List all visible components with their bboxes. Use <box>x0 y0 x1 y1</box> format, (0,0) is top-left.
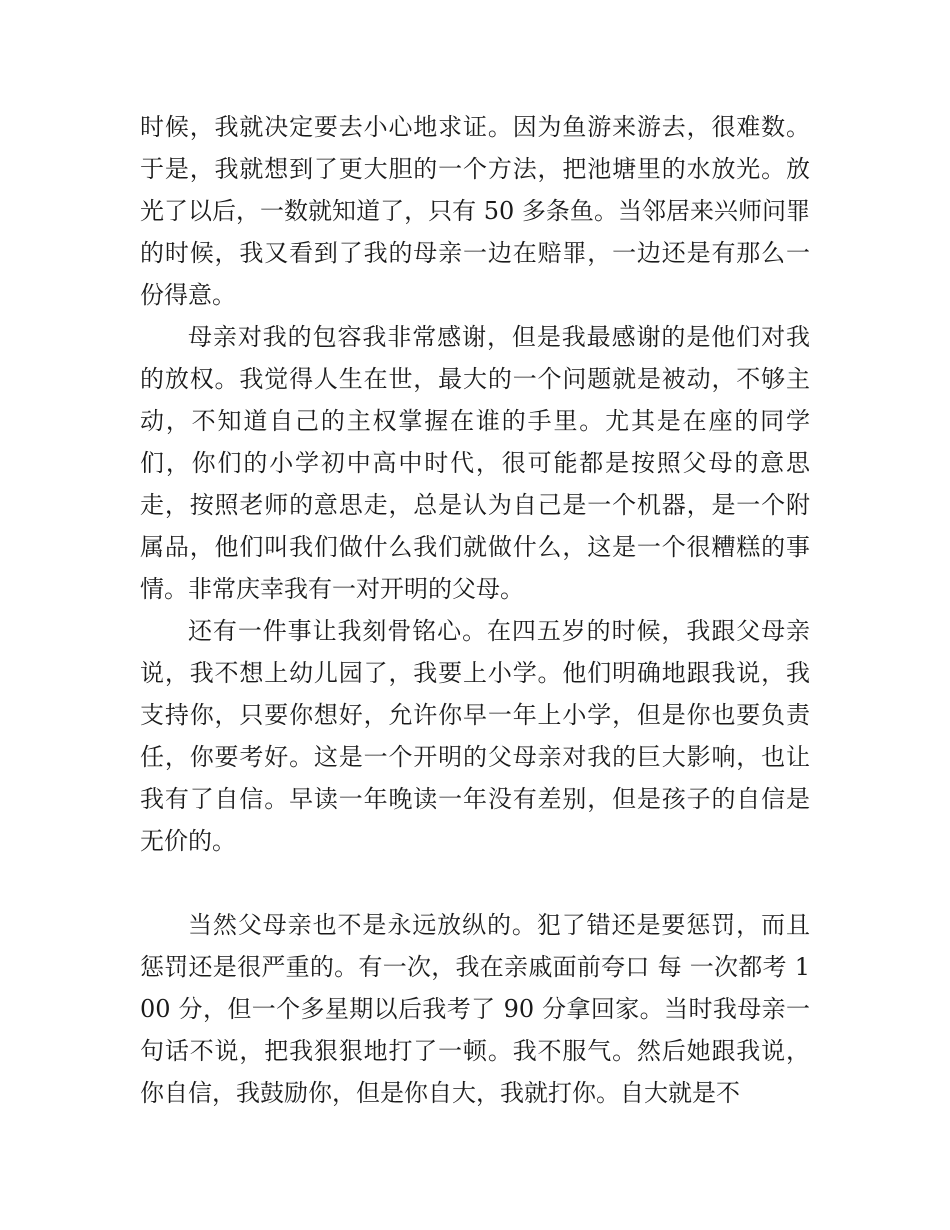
paragraph-2: 母亲对我的包容我非常感谢，但是我最感谢的是他们对我的放权。我觉得人生在世，最大的一个问题就是被动，不够主动，不知道自己的主权掌握在谁的手里。尤其是在座的同学们，你们的小学初中高中时代，很可能都是按照父母的意思走，按照老师的意思走，总是认为自己是一个机器，是一个附属品，他们叫我们做什么我们就做什么，这是一个很糟糕的事情。非常庆幸我有一对开明的父母。 <box>140 323 810 603</box>
paragraph-1: 时候，我就决定要去小心地求证。因为鱼游来游去，很难数。于是，我就想到了更大胆的一个方法，把池塘里的水放光。放光了以后，一数就知道了，只有 50 多条鱼。当邻居来兴师问罪的时候，我又看到了我的母亲一边在赔罪，一边还是有那么一份得意。 <box>140 113 810 309</box>
paragraph-4: 当然父母亲也不是永远放纵的。犯了错还是要惩罚，而且惩罚还是很严重的。有一次，我在亲戚面前夸口 每 一次都考 100 分，但一个多星期以后我考了 90 分拿回家。当时我母亲一句话不说，把我狠狠地打了一顿。我不服气。然后她跟我说，你自信，我鼓励你，但是你自大，我就打你。自大就是不 <box>140 911 810 1107</box>
paragraph-gap <box>140 862 810 904</box>
paragraph-3: 还有一件事让我刻骨铭心。在四五岁的时候，我跟父母亲说，我不想上幼儿园了，我要上小学。他们明确地跟我说，我支持你，只要你想好，允许你早一年上小学，但是你也要负责任，你要考好。这是一个开明的父母亲对我的巨大影响，也让我有了自信。早读一年晚读一年没有差别，但是孩子的自信是无价的。 <box>140 617 810 855</box>
document-page <box>140 106 810 1114</box>
